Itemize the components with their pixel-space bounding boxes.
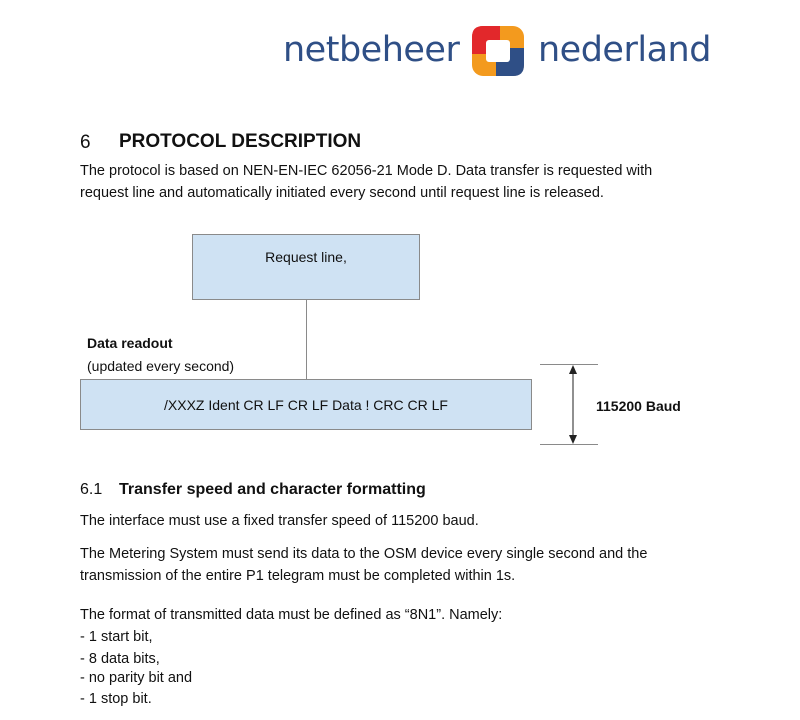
list-item: - 8 data bits,	[80, 651, 160, 667]
list-item: - 1 start bit,	[80, 629, 153, 645]
readout-subtitle: (updated every second)	[87, 358, 235, 374]
section-title: PROTOCOL DESCRIPTION	[119, 131, 362, 152]
logo-mark-icon	[470, 24, 526, 78]
section-number: 6	[80, 132, 91, 153]
format-paragraph: The format of transmitted data must be defined as “8N1”. Namely:	[80, 607, 503, 623]
transfer-speed-paragraph: The interface must use a fixed transfer speed of 115200 baud.	[80, 513, 479, 529]
baud-label: 115200 Baud	[596, 398, 681, 414]
telegram-paragraph	[80, 543, 760, 587]
intro-line-2: request line and automatically initiated every second until request line is released.	[80, 185, 604, 201]
logo-text-left: netbeheer	[283, 30, 460, 70]
subsection-number: 6.1	[80, 481, 103, 498]
readout-title: Data readout	[87, 335, 173, 351]
section-intro	[80, 160, 760, 204]
intro-line-1: The protocol is based on NEN-EN-IEC 62056-21 Mode D. Data transfer is requested with	[80, 163, 653, 179]
double-arrow-icon	[565, 364, 581, 445]
telegram-line-1: The Metering System must send its data to the OSM device every single second and the	[80, 546, 648, 562]
logo-text-right: nederland	[538, 30, 711, 70]
request-line-box: Request line,	[192, 234, 420, 300]
telegram-line-2: transmission of the entire P1 telegram must be completed within 1s.	[80, 568, 516, 584]
list-item: - 1 stop bit.	[80, 691, 152, 707]
data-readout-box: /XXXZ Ident CR LF CR LF Data ! CRC CR LF	[80, 379, 532, 430]
list-item: - no parity bit and	[80, 670, 193, 686]
connector-line	[306, 300, 307, 380]
subsection-title: Transfer speed and character formatting	[119, 481, 426, 498]
